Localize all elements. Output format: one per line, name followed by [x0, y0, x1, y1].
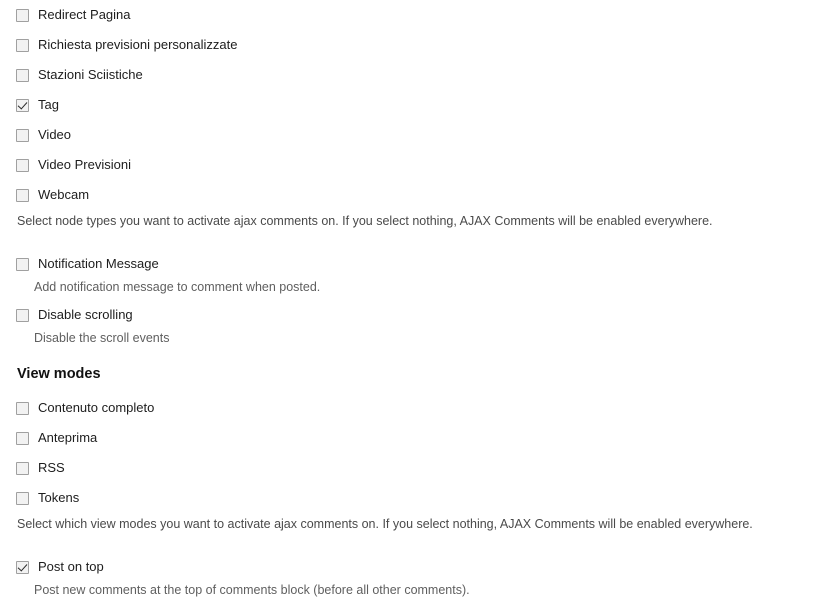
- checkbox-label: RSS: [38, 460, 65, 475]
- node-types-help-text: Select node types you want to activate ajax comments on. If you select nothing, AJAX Comments will be enabled everywhere.: [17, 214, 713, 228]
- checkbox-video[interactable]: [16, 129, 29, 142]
- checkbox-row-notification-message[interactable]: [16, 249, 800, 279]
- checkbox-rss[interactable]: [16, 462, 29, 475]
- checkbox-video-previsioni[interactable]: [16, 159, 29, 172]
- checkbox-row-stazioni-sciistiche[interactable]: [16, 60, 800, 90]
- checkbox-tokens[interactable]: [16, 492, 29, 505]
- checkbox-row-contenuto-completo[interactable]: [16, 393, 800, 423]
- checkbox-row-tokens[interactable]: [16, 483, 800, 513]
- checkbox-row-tag[interactable]: [16, 90, 800, 120]
- view-modes-help-text: Select which view modes you want to activate ajax comments on. If you select nothing, AJAX Comments will be enabled everywhere.: [17, 517, 753, 531]
- checkbox-label: Video: [38, 127, 72, 142]
- checkbox-disable-scrolling[interactable]: [16, 309, 29, 322]
- checkbox-label: Disable scrolling: [38, 307, 133, 322]
- options-group: [16, 249, 800, 351]
- notification-message-description: Add notification message to comment when posted.: [34, 280, 321, 294]
- checkbox-label: Tokens: [38, 490, 80, 505]
- view-modes-title: View modes: [17, 366, 101, 382]
- checkbox-label: Redirect Pagina: [38, 7, 131, 22]
- checkbox-label: Anteprima: [38, 430, 98, 445]
- checkbox-post-on-top[interactable]: [16, 561, 29, 574]
- checkbox-label: Post on top: [38, 559, 104, 574]
- checkbox-tag[interactable]: [16, 99, 29, 112]
- checkbox-redirect-pagina[interactable]: [16, 9, 29, 22]
- checkbox-label: Richiesta previsioni personalizzate: [38, 37, 238, 52]
- checkbox-row-redirect-pagina[interactable]: [16, 0, 800, 30]
- checkbox-anteprima[interactable]: [16, 432, 29, 445]
- checkbox-row-post-on-top[interactable]: [16, 552, 800, 582]
- checkbox-label: Notification Message: [38, 256, 159, 271]
- checkbox-label: Contenuto completo: [38, 400, 155, 415]
- checkbox-row-anteprima[interactable]: [16, 423, 800, 453]
- post-on-top-group: [16, 552, 800, 603]
- checkbox-row-disable-scrolling[interactable]: [16, 300, 800, 330]
- node-types-group: [16, 0, 800, 229]
- checkbox-label: Video Previsioni: [38, 157, 131, 172]
- checkbox-contenuto-completo[interactable]: [16, 402, 29, 415]
- checkbox-label: Tag: [38, 97, 59, 112]
- checkbox-row-rss[interactable]: [16, 453, 800, 483]
- checkbox-stazioni-sciistiche[interactable]: [16, 69, 29, 82]
- checkbox-webcam[interactable]: [16, 189, 29, 202]
- checkbox-label: Webcam: [38, 187, 90, 202]
- checkbox-row-video-previsioni[interactable]: [16, 150, 800, 180]
- checkbox-row-richiesta-previsioni-personalizzate[interactable]: [16, 30, 800, 60]
- view-modes-group: [16, 365, 800, 532]
- checkbox-richiesta-previsioni-personalizzate[interactable]: [16, 39, 29, 52]
- checkbox-row-video[interactable]: [16, 120, 800, 150]
- checkbox-label: Stazioni Sciistiche: [38, 67, 143, 82]
- checkbox-row-webcam[interactable]: [16, 180, 800, 210]
- post-on-top-description: Post new comments at the top of comments block (before all other comments).: [34, 583, 470, 597]
- checkbox-notification-message[interactable]: [16, 258, 29, 271]
- disable-scrolling-description: Disable the scroll events: [34, 331, 170, 345]
